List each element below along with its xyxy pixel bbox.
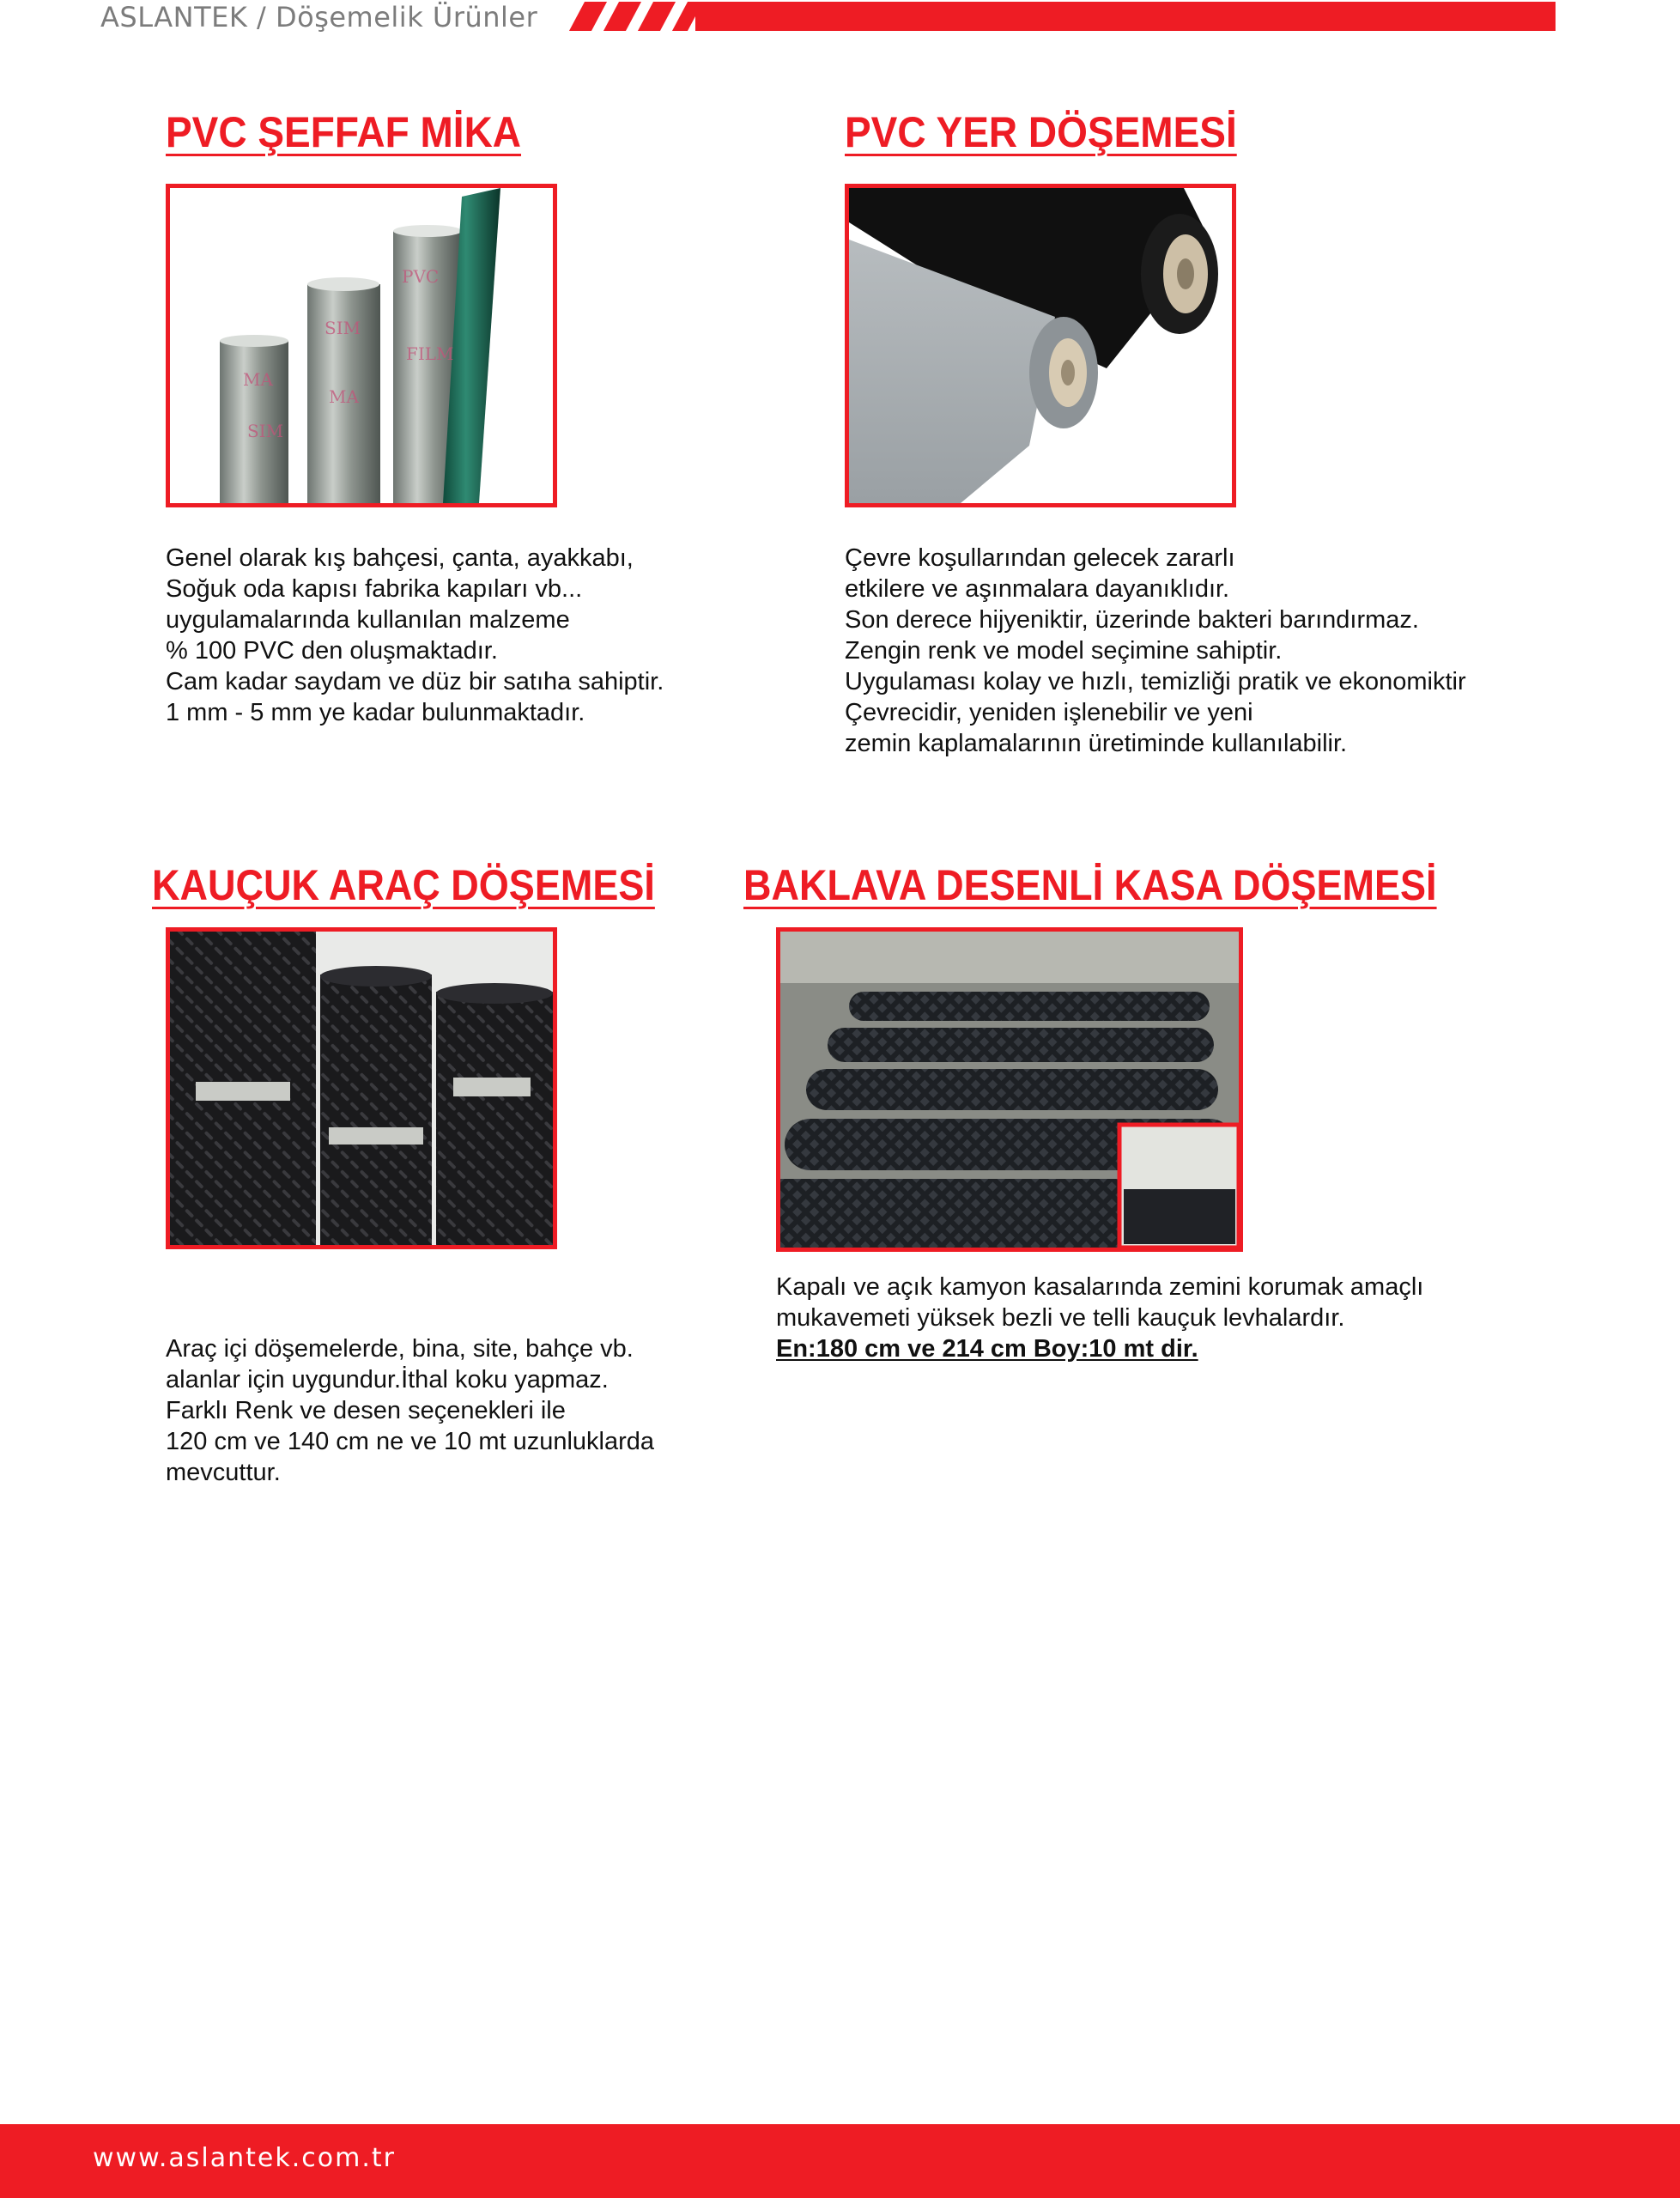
description-line: % 100 PVC den oluşmaktadır. [166, 637, 498, 665]
description-line: mukavemeti yüksek bezli ve telli kauçuk levhalardır. [776, 1304, 1345, 1332]
page-header [0, 0, 1680, 38]
header-stripe [603, 2, 641, 31]
pvc-floor-rolls-image [849, 188, 1232, 503]
description-line: Kapalı ve açık kamyon kasalarında zemini korumak amaçlı [776, 1273, 1424, 1301]
description-line: Araç içi döşemelerde, bina, site, bahçe vb. [166, 1335, 634, 1363]
product-description-pvc-yer-dosemesi [845, 543, 1466, 759]
product-description-pvc-seffaf-mika [166, 543, 664, 728]
product-photo-baklava-desenli-kasa-dosemesi [776, 927, 1243, 1252]
description-line: Cam kadar saydam ve düz bir satıha sahiptir. [166, 668, 664, 695]
diamond-pattern-rolls-image [780, 932, 1239, 1248]
product-heading-kaucuk-arac-dosemesi: KAUÇUK ARAÇ DÖŞEMESİ [152, 861, 655, 909]
svg-text:MA: MA [329, 386, 359, 407]
description-line: etkilere ve aşınmalara dayanıklıdır. [845, 575, 1230, 603]
svg-text:SIM: SIM [247, 421, 284, 441]
rubber-mat-rolls-image [170, 932, 553, 1245]
description-line: Uygulaması kolay ve hızlı, temizliği pratik ve ekonomiktir [845, 668, 1466, 695]
header-stripe [638, 2, 676, 31]
svg-text:FILM: FILM [406, 343, 454, 364]
description-line: Zengin renk ve model seçimine sahiptir. [845, 637, 1283, 665]
product-heading-pvc-seffaf-mika: PVC ŞEFFAF MİKA [166, 108, 522, 156]
description-line: uygulamalarında kullanılan malzeme [166, 606, 570, 634]
description-line: Genel olarak kış bahçesi, çanta, ayakkabı, [166, 544, 634, 572]
product-heading-pvc-yer-dosemesi: PVC YER DÖŞEMESİ [845, 108, 1237, 156]
description-line: Çevrecidir, yeniden işlenebilir ve yeni [845, 699, 1253, 726]
header-bar [695, 2, 1556, 31]
description-line: Son derece hijyeniktir, üzerinde bakteri barındırmaz. [845, 606, 1419, 634]
dimension-note: En:180 cm ve 214 cm Boy:10 mt dir. [776, 1335, 1198, 1363]
product-photo-pvc-yer-dosemesi [845, 184, 1236, 507]
svg-text:MA: MA [243, 369, 273, 390]
description-line: Çevre koşullarından gelecek zararlı [845, 544, 1235, 572]
product-photo-pvc-seffaf-mika [166, 184, 557, 507]
svg-text:SIM: SIM [324, 318, 361, 338]
page-footer [0, 2124, 1680, 2198]
svg-text:PVC: PVC [402, 266, 440, 287]
description-line: Farklı Renk ve desen seçenekleri ile [166, 1397, 566, 1424]
clear-pvc-rolls-image [170, 188, 553, 503]
description-line: zemin kaplamalarının üretiminde kullanılabilir. [845, 730, 1348, 757]
website-url: www.aslantek.com.tr [93, 2143, 396, 2173]
description-line: mevcuttur. [166, 1459, 281, 1486]
product-description-kaucuk-arac-dosemesi [166, 1333, 654, 1488]
description-line: 120 cm ve 140 cm ne ve 10 mt uzunluklarda [166, 1428, 655, 1455]
product-heading-baklava-desenli-kasa-dosemesi: BAKLAVA DESENLİ KASA DÖŞEMESİ [743, 861, 1437, 909]
description-line: 1 mm - 5 mm ye kadar bulunmaktadır. [166, 699, 585, 726]
description-line: alanlar için uygundur.İthal koku yapmaz. [166, 1366, 609, 1393]
header-title: ASLANTEK / Döşemelik Ürünler [100, 1, 538, 33]
product-photo-kaucuk-arac-dosemesi [166, 927, 557, 1249]
description-line: Soğuk oda kapısı fabrika kapıları vb... [166, 575, 583, 603]
header-stripe [569, 2, 607, 31]
product-description-baklava-desenli-kasa-dosemesi [776, 1272, 1423, 1364]
